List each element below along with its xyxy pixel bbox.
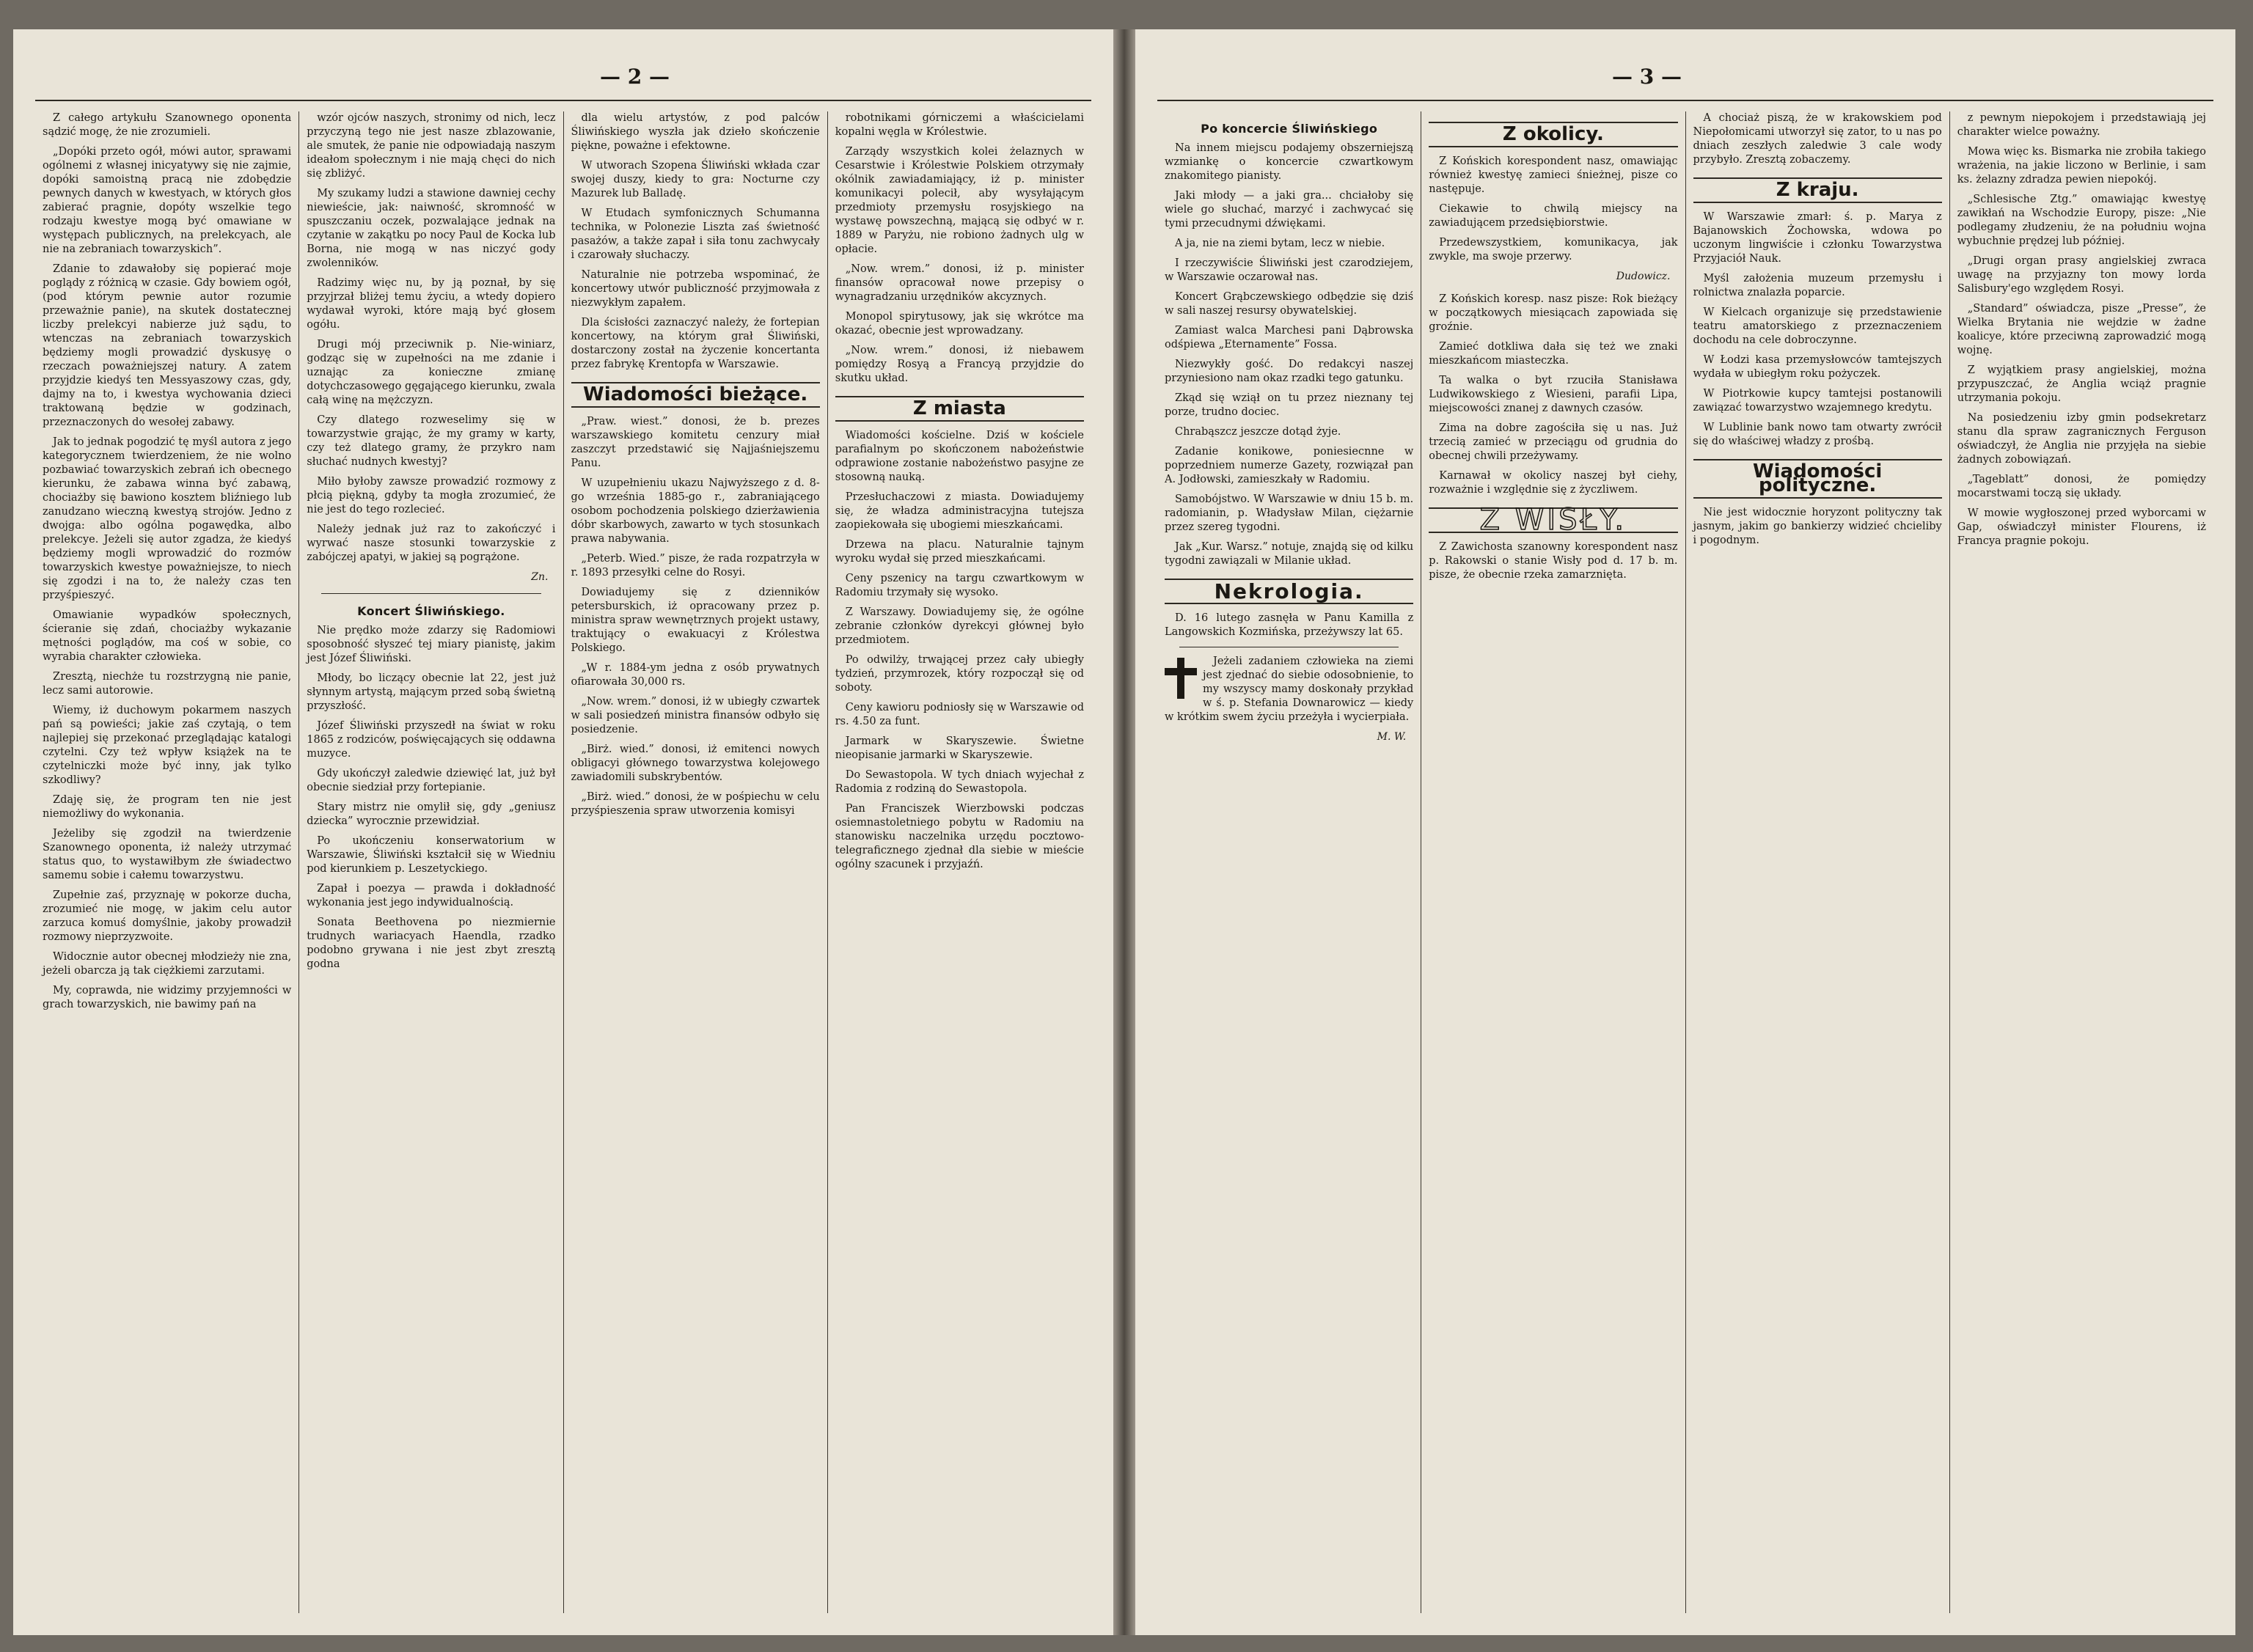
paragraph: Radzimy więc nu, by ją poznał, by się przyjrzał bliżej temu życiu, a wtedy dopiero wydawał wyroki, które mają być głosem ogółu. (307, 277, 556, 331)
paragraph: Należy jednak już raz to zakończyć i wyrwać nasze stosunki towarzyskie z zabójczej apatyi, w jakiej są pogrążone. (307, 524, 556, 563)
paragraph: Chrabąszcz jeszcze dotąd żyje. (1175, 426, 1341, 438)
paragraph: Jarmark w Skaryszewie. Świetne nieopisanie jarmarki w Skaryszewie. (835, 735, 1084, 761)
paragraph: Jaki młody — a jaki gra... chciałoby się wiele go słuchać, marzyć i zachwycać się tymi przecudnymi dźwiękami. (1165, 190, 1414, 230)
paragraph: „Tageblatt” donosi, że pomiędzy mocarstwami toczą się układy. (1957, 474, 2206, 499)
paragraph: Koncert Grąbczewskiego odbędzie się dziś w sali naszej resursy obywatelskiej. (1165, 291, 1414, 317)
paragraph: Czy dlatego rozweselimy się w towarzystwie grając, że my gramy w karty, czy też dlatego gramy, że przykro nam słuchać nudnych kwestyj? (307, 414, 556, 468)
paragraph: Monopol spirytusowy, jak się wkrótce ma okazać, obecnie jest wprowadzany. (835, 311, 1084, 337)
paragraph: A ja, nie na ziemi bytam, lecz w niebie. (1175, 238, 1385, 249)
paragraph: „Now. wrem.” donosi, iż niebawem pomiędzy Rosyą a Francyą przyjdzie do skutku układ. (835, 345, 1084, 384)
paragraph: Po ukończeniu konserwatorium w Warszawie, Śliwiński kształcił się w Wiedniu pod kierunkiem p. Leszetyckiego. (307, 835, 556, 875)
paragraph: Widocznie autor obecnej młodzieży nie zna, jeżeli obarcza ją tak ciężkiemi zarzutami. (43, 951, 292, 977)
section-heading: Z WISŁY. (1429, 507, 1677, 533)
article-heading: Koncert Śliwińskiego. (357, 604, 505, 618)
paragraph: Zarządy wszystkich kolei żelaznych w Cesarstwie i Królestwie Polskiem otrzymały okólnik zawiadamiający, iż p. minister komunikacyi polecił, aby wysyłającym przedmioty przemysłu rosyjskiego na wystawę powszechną, mającą się odbyć w r. 1889 w Paryżu, nie robiono żadnych ulg w opłacie. (835, 146, 1084, 255)
paragraph: Z Końskich korespondent nasz, omawiając również kwestyę zamieci śnieżnej, pisze co następuje. (1429, 155, 1678, 195)
page-gutter (1113, 29, 1135, 1635)
paragraph: Zima na dobre zagościła się u nas. Już trzecią zamieć w przeciągu od grudnia do obecnej chwili przeżywamy. (1429, 422, 1678, 462)
paragraph: Ceny kawioru podniosły się w Warszawie od rs. 4.50 za funt. (835, 702, 1084, 727)
paragraph: Drzewa na placu. Naturalnie tajnym wyroku wydał się przed mieszkańcami. (835, 539, 1084, 565)
paragraph: Naturalnie nie potrzeba wspominać, że koncertowy utwór publiczność przyjmowała z niezwykłym zapałem. (571, 269, 820, 309)
paragraph: My szukamy ludzi a stawione dawniej cechy niewieście, jak: naiwność, skromność w spuszczaniu oczek, pozwalające jednak na czytanie w zakątku po nocy Paul de Kocka lub Borna, nie mogą w nas niczyć gody zwolenników. (307, 188, 556, 269)
paragraph: robotnikami górniczemi a właścicielami kopalni węgla w Królestwie. (835, 112, 1084, 138)
paragraph: Jeżeliby się zgodził na twierdzenie Szanownego oponenta, iż należy utrzymać status quo, to wystawiłbym złe świadectwo samemu sobie i całemu towarzystwu. (43, 828, 292, 881)
paragraph: Zupełnie zaś, przyznaję w pokorze ducha, zrozumieć nie mogę, w jakim celu autor zarzuca komuś domyślnie, jakoby prowadził rozmowy nieprzyzwoite. (43, 889, 292, 943)
paragraph: Do Sewastopola. W tych dniach wyjechał z Radomia z rodziną do Sewastopola. (835, 769, 1084, 795)
section-heading: Z kraju. (1693, 177, 1942, 203)
cross-icon (1165, 658, 1197, 699)
paragraph: Pan Franciszek Wierzbowski podczas osiemnastoletniego pobytu w Radomiu na stanowisku naczelnika urzędu pocztowo-telegraficznego zjednał dla siebie w mieście ogólny szacunek i przyjaźń. (835, 803, 1084, 870)
column-1 (35, 111, 299, 1613)
paragraph: Dowiadujemy się z dzienników petersburskich, iż opracowany przez p. ministra spraw wewnętrznych projekt ustawy, traktujący o ewakuacyi z Królestwa Polskiego. (571, 587, 820, 654)
paragraph: Na posiedzeniu izby gmin podsekretarz stanu dla spraw zagranicznych Ferguson oświadczył, że Anglia nie przyjęła na siebie żadnych zobowiązań. (1957, 412, 2206, 466)
paragraph: Z Zawichosta szanowny korespondent nasz p. Rakowski o stanie Wisły pod d. 17 b. m. pisze, że obecnie rzeka zamarznięta. (1429, 541, 1678, 581)
column-3 (1686, 111, 1950, 1613)
column-3 (564, 111, 828, 1613)
paragraph: Samobójstwo. W Warszawie w dniu 15 b. m. radomianin, p. Władysław Milan, ciężarnie przez szereg tygodni. (1165, 493, 1414, 533)
paragraph: Z wyjątkiem prasy angielskiej, można przypuszczać, że Anglia wciąż pragnie utrzymania pokoju. (1957, 364, 2206, 404)
paragraph: Sonata Beethovena po niezmiernie trudnych wariacyach Haendla, rzadko podobno grywana i nie jest zbyt zresztą godna (307, 917, 556, 970)
column-1 (1157, 111, 1421, 1613)
paragraph: Z Warszawy. Dowiadujemy się, że ogólne zebranie członków dyrekcyi głównej było przedmiotem. (835, 606, 1084, 646)
header-rule (1157, 100, 2213, 101)
paragraph: I rzeczywiście Śliwiński jest czarodziejem, w Warszawie oczarował nas. (1165, 257, 1414, 283)
paragraph: W Warszawie zmarł: ś. p. Marya z Bajanowskich Żochowska, wdowa po uczonym lingwiście i członku Towarzystwa Przyjaciół Nauk. (1693, 211, 1942, 265)
paragraph: Ciekawie to chwilą miejscy na zawiadującem przedsiębiorstwie. (1429, 203, 1678, 229)
paragraph: Gdy ukończył zaledwie dziewięć lat, już był obecnie siedział przy fortepianie. (307, 768, 556, 793)
header-rule (35, 100, 1091, 101)
article-heading: Po koncercie Śliwińskiego (1201, 122, 1378, 136)
paragraph: W Łodzi kasa przemysłowców tamtejszych wydała w ubiegłym roku pożyczek. (1693, 354, 1942, 380)
paragraph: W Kielcach organizuje się przedstawienie teatru amatorskiego z przeznaczeniem dochodu na cele dobroczynne. (1693, 306, 1942, 346)
column-4 (828, 111, 1091, 1613)
left-page-columns (35, 111, 1091, 1613)
page-number: — 3 — (1612, 65, 1682, 89)
paragraph: Ta walka o byt rzuciła Stanisława Ludwikowskiego z Wiesieni, parafii Lipa, miejscowości znanej z dawnych czasów. (1429, 375, 1678, 414)
paragraph: „Peterb. Wied.” pisze, że rada rozpatrzyła w r. 1893 przesyłki celne do Rosyi. (571, 553, 820, 579)
section-heading: Wiadomości bieżące. (571, 382, 820, 408)
signature: Dudowicz. (1616, 271, 1671, 282)
paragraph: Józef Śliwiński przyszedł na świat w roku 1865 z rodziców, poświęcających się oddawna muzyce. (307, 720, 556, 760)
paragraph: W Lublinie bank nowo tam otwarty zwrócił się do właściwej władzy z prośbą. (1693, 422, 1942, 447)
paragraph: Młody, bo liczący obecnie lat 22, jest już słynnym artystą, mającym przed sobą świetną przyszłość. (307, 672, 556, 712)
paragraph: W Piotrkowie kupcy tamtejsi postanowili zawiązać towarzystwo wzajemnego kredytu. (1693, 388, 1942, 414)
section-heading: Nekrologia. (1165, 579, 1413, 604)
paragraph: Karnawał w okolicy naszej był ciehy, rozważnie i względnie się z życzliwem. (1429, 470, 1678, 496)
paragraph: Zamieć dotkliwa dała się też we znaki mieszkańcom miasteczka. (1429, 341, 1678, 367)
paragraph: W uzupełnieniu ukazu Najwyższego z d. 8-go września 1885-go r., zabraniającego osobom pochodzenia polskiego dzierżawienia dóbr skarbowych, zawarto w tych stosunkach prawa nabywania. (571, 477, 820, 545)
column-4 (1950, 111, 2213, 1613)
signature: M. W. (1377, 731, 1407, 743)
paragraph: W Etudach symfonicznych Schumanna technika, w Polonezie Liszta zaś świetność pasażów, a także zapał i siła tonu zachwycały i czarowały słuchaczy. (571, 208, 820, 261)
paragraph: Po odwilży, trwającej przez cały ubiegły tydzień, przymrozek, który rozpoczął się od soboty. (835, 654, 1084, 694)
paragraph: „Dopóki przeto ogół, mówi autor, sprawami ogólnemi z własnej inicyatywy się nie zajmie, dopóki samoistną pracą nie zdobędzie pewnych danych w kwestyach, w których głos zabierać pragnie, dopóty wszelkie tego rodzaju kwestye mogą być omawiane w występach publicznych, na prelekcyach, ale nie na zebraniach towarzyskich”. (43, 146, 292, 255)
page-number: — 2 — (600, 65, 670, 89)
paragraph: „Schlesische Ztg.” omawiając kwestyę zawikłań na Wschodzie Europy, pisze: „Nie podlegamy złudzeniu, że na południu wojna wybuchnie prędzej lub później. (1957, 194, 2206, 247)
paragraph: My, coprawda, nie widzimy przyjemności w grach towarzyskich, nie bawimy pań na (43, 985, 292, 1010)
paragraph: Przedewszystkiem, komunikacya, jak zwykle, ma swoje przerwy. (1429, 237, 1678, 263)
paragraph: Nie jest widocznie horyzont polityczny tak jasnym, jakim go bankierzy widzieć chcieliby i pogodnym. (1693, 507, 1942, 546)
paragraph: Drugi mój przeciwnik p. Nie-winiarz, godząc się w zupełności na me zdanie i uznając za konieczne zmianę dotychczasowego gęgającego kierunku, zwala całą winę na mężczyzn. (307, 339, 556, 406)
paragraph: Z Końskich koresp. nasz pisze: Rok bieżący w początkowych miesiącach zapowiada się groźnie. (1429, 293, 1678, 333)
paragraph: Ceny pszenicy na targu czwartkowym w Radomiu trzymały się wysoko. (835, 573, 1084, 598)
right-page-columns (1157, 111, 2213, 1613)
paragraph: Zkąd się wziął on tu przez nieznany tej porze, trudno dociec. (1165, 392, 1414, 418)
paragraph: „Drugi organ prasy angielskiej zwraca uwagę na przyjazny ton mowy lorda Salisbury'ego względem Rosyi. (1957, 255, 2206, 295)
paragraph: Zresztą, niechże tu rozstrzygną nie panie, lecz sami autorowie. (43, 671, 292, 697)
paragraph: Zapał i poezya — prawda i dokładność wykonania jest jego indywidualnością. (307, 883, 556, 908)
section-heading: Wiadomości polityczne. (1693, 459, 1942, 499)
paragraph: wzór ojców naszych, stronimy od nich, lecz przyczyną tego nie jest nasze zblazowanie, ale smutek, że panie nie odpowiadają naszym ideałom społecznym i nie mają chęci do nich się zbliżyć. (307, 112, 556, 180)
paragraph: „Standard” oświadcza, pisze „Presse”, że Wielka Brytania nie wejdzie w żadne koalicye, które przeciwną zaprowadzić mogą wojnę. (1957, 303, 2206, 356)
left-page (13, 29, 1113, 1635)
paragraph: „W r. 1884-ym jedna z osób prywatnych ofiarowała 30,000 rs. (571, 662, 820, 688)
paragraph: „Now. wrem.” donosi, iż p. minister finansów opracował nowe przepisy o wynagradzaniu urzędników akcyznych. (835, 263, 1084, 303)
paragraph: „Praw. wiest.” donosi, że b. prezes warszawskiego komitetu cenzury miał zaszczyt przedstawić się Najjaśniejszemu Panu. (571, 416, 820, 469)
paragraph: Jak „Kur. Warsz.” notuje, znajdą się od kilku tygodni zawiązali w Milanie układ. (1165, 541, 1414, 567)
paragraph: A chociaż piszą, że w krakowskiem pod Niepołomicami utworzył się zator, to u nas po dniach zeszłych zaledwie 3 cale wody przybyło. Zresztą zobaczemy. (1693, 112, 1942, 166)
divider (321, 593, 541, 594)
paragraph: Zamiast walca Marchesi pani Dąbrowska odśpiewa „Eternamente” Fossa. (1165, 325, 1414, 350)
paragraph: Myśl założenia muzeum przemysłu i rolnictwa znalazła poparcie. (1693, 273, 1942, 298)
paragraph: Zdaję się, że program ten nie jest niemożliwy do wykonania. (43, 794, 292, 820)
paragraph: Mowa więc ks. Bismarka nie zrobiła takiego wrażenia, na jakie liczono w Berlinie, i sam ks. żelazny zdradza pewien niepokój. (1957, 146, 2206, 186)
paragraph: D. 16 lutego zasnęła w Panu Kamilla z Langowskich Kozmińska, przeżywszy lat 65. (1165, 612, 1414, 638)
paragraph: Jeżeli zadaniem człowieka na ziemi jest zjednać do siebie odosobnienie, to my wszyscy mamy doskonały przykład w ś. p. Stefania Downarowicz — kiedy w krótkim swem życiu przeżyła i wycierpiała. (1165, 656, 1414, 723)
paragraph: W mowie wygłoszonej przed wyborcami w Gap, oświadczył minister Flourens, iż Francya pragnie pokoju. (1957, 507, 2206, 547)
section-heading: Z miasta (835, 396, 1084, 422)
signature: Zn. (531, 571, 549, 583)
paragraph: Wiadomości kościelne. Dziś w kościele parafialnym po skończonem nabożeństwie odprawione zostanie nabożeństwo pasyjne ze stosowną nauką. (835, 430, 1084, 483)
paragraph: Zdanie to zdawałoby się popierać moje poglądy z różnicą w czasie. Gdy bowiem ogół, (pod którym pewnie autor rozumie przeważnie panie), na skutek dostatecznej liczby prelekcyi nabierze już sądu, to wtenczas na zebraniach towarzyskich będziemy mogli prowadzić dyskusyę o rzeczach poważniejszej natury. A zatem przyjdzie kiedyś ten Messyaszowy czas, gdy, dajmy na to, i kwestya wychowania dzieci traktowaną będzie w godzinach, przeznaczonych do wesołej zabawy. (43, 263, 292, 428)
paragraph: Stary mistrz nie omylił się, gdy „geniusz dziecka” wyrocznie przewidział. (307, 801, 556, 827)
paragraph: „Now. wrem.” donosi, iż w ubiegły czwartek w sali posiedzeń ministra finansów odbyło się posiedzenie. (571, 696, 820, 735)
paragraph: Zadanie konikowe, poniesiecnne w poprzedniem numerze Gazety, rozwiązał pan A. Jodłowski, zamieszkały w Radomiu. (1165, 446, 1414, 485)
paragraph: Nie prędko może zdarzy się Radomiowi sposobność słyszeć tej miary pianistę, jakim jest Józef Śliwiński. (307, 625, 556, 664)
paragraph: „Birż. wied.” donosi, iż emitenci nowych obligacyi głównego towarzystwa kolejowego zawiadomili subskrybentów. (571, 744, 820, 783)
paragraph: Na innem miejscu podajemy obszerniejszą wzmiankę o koncercie czwartkowym znakomitego pianisty. (1165, 142, 1414, 182)
paragraph: Wiemy, iż duchowym pokarmem naszych pań są powieści; jakie zaś czytają, o tem najlepiej się przekonać przeglądając katalogi czytelni. Czy też wpływ książek na te czytelniczki może być inny, jak tylko szkodliwy? (43, 705, 292, 786)
paragraph: z pewnym niepokojem i przedstawiają jej charakter wielce poważny. (1957, 112, 2206, 138)
paragraph: Z całego artykułu Szanownego oponenta sądzić mogę, że nie zrozumieli. (43, 112, 292, 138)
paragraph: W utworach Szopena Śliwiński wkłada czar swojej duszy, kiedy to gra: Nocturne czy Mazurek lub Balladę. (571, 160, 820, 199)
paragraph: Omawianie wypadków społecznych, ścieranie się zdań, chociażby wykazanie mętności poglądów, ma coś w sobie, co wyrabia charakter człowieka. (43, 609, 292, 663)
column-2 (1421, 111, 1685, 1613)
paragraph: Jak to jednak pogodzić tę myśl autora z jego kategorycznem twierdzeniem, że nie wolno pozbawiać towarzyskich zebrań ich obecnego kierunku, że zabawa winna być zabawą, chociażby się bawiono kosztem bliźniego lub zanudzano wieczną kwestyą strojów. Jedno z dwojga: albo ogólna pogawędka, albo prelekcye. Jeżeli się autor zgadza, że kiedyś będziemy mogli wprowadzić do rozmów towarzyskich kwestye poważniejsze, to niech się zgodzi i na to, że należy czas ten przyśpieszyć. (43, 436, 292, 601)
paragraph: Niezwykły gość. Do redakcyi naszej przyniesiono nam okaz rzadki tego gatunku. (1165, 359, 1414, 384)
paragraph: Miło byłoby zawsze prowadzić rozmowy z płcią piękną, gdyby ta mogła zrozumieć, że nie jest do tego rozlecieć. (307, 476, 556, 515)
paragraph: dla wielu artystów, z pod palców Śliwińskiego wyszła jak dzieło skończenie piękne, poważne i efektowne. (571, 112, 820, 152)
paragraph: „Birż. wied.” donosi, że w pośpiechu w celu przyśpieszenia spraw utworzenia komisyi (571, 791, 820, 817)
paragraph: Dla ścisłości zaznaczyć należy, że fortepian koncertowy, na którym grał Śliwiński, dostarczony został na życzenie koncertanta przez fabrykę Krentopfa w Warszawie. (571, 317, 820, 370)
right-page (1135, 29, 2235, 1635)
column-2 (299, 111, 563, 1613)
section-heading: Z okolicy. (1429, 122, 1677, 147)
paragraph: Przesłuchaczowi z miasta. Dowiadujemy się, że władza administracyjna tutejsza zaopiekowała się ubogiemi mieszkańcami. (835, 491, 1084, 531)
